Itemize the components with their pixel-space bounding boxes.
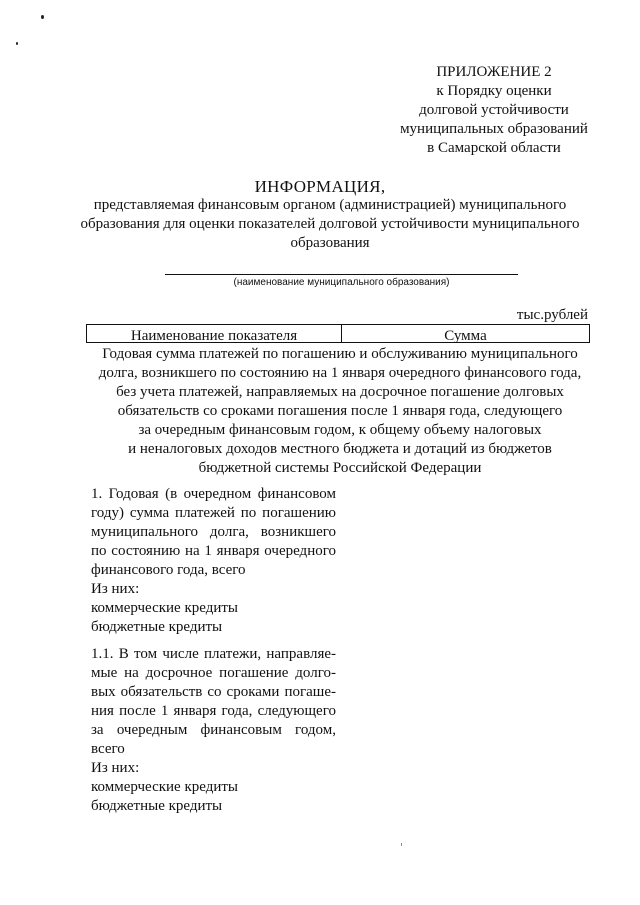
indicator-item-1-1 (91, 645, 336, 816)
indicator-item-1 (91, 485, 336, 637)
municipality-name-caption: (наименование муниципального образования) (233, 277, 450, 288)
item-line: бюджетные кредиты (91, 619, 223, 635)
caption-line: бюджетной системы Российской Федерации (198, 460, 482, 476)
appendix-line: муниципальных образований (400, 121, 588, 137)
document-title: ИНФОРМАЦИЯ, (254, 177, 386, 196)
item-line: муниципального долга, возникшего (91, 524, 336, 540)
scan-mark (16, 42, 18, 45)
section-caption (60, 345, 620, 478)
header-indicator-name: Наименование показателя (87, 325, 342, 342)
item-line: всего (91, 741, 125, 757)
subtitle-line: представляемая финансовым органом (администрацией) муниципального (93, 197, 567, 213)
item-line: вых обязательств со сроками погаше- (91, 684, 336, 700)
subtitle-line: образования (290, 235, 370, 251)
item-line: бюджетные кредиты (91, 798, 223, 814)
item-line: по состоянию на 1 января очередного (91, 543, 336, 559)
appendix-line: к Порядку оценки (436, 83, 552, 99)
item-line: финансового года, всего (91, 562, 246, 578)
caption-line: и неналоговых доходов местного бюджета и дотаций из бюджетов (128, 441, 552, 457)
scan-speck (401, 843, 402, 846)
item-line: 1.1. В том числе платежи, направляе- (91, 646, 336, 662)
scan-mark (41, 15, 44, 19)
caption-line: обязательств со сроками погашения после 1 января года, следующего (117, 403, 563, 419)
item-line: коммерческие кредиты (91, 600, 239, 616)
header-amount: Сумма (444, 328, 487, 342)
subtitle-line: образования для оценки показателей долговой устойчивости муниципального (80, 216, 580, 232)
item-line: 1. Годовая (в очередном финансовом (91, 486, 336, 502)
item-line: мые на досрочное погашение долго- (91, 665, 336, 681)
document-subtitle (80, 196, 580, 253)
item-line: году) сумма платежей по погашению (91, 505, 336, 521)
item-line: Из них: (91, 760, 140, 776)
appendix-line: ПРИЛОЖЕНИЕ 2 (436, 64, 552, 80)
item-line: ния после 1 января года, следующего (91, 703, 336, 719)
caption-line: за очередным финансовым годом, к общему объему налоговых (138, 422, 542, 438)
table-header (86, 324, 590, 343)
appendix-block (360, 63, 628, 158)
caption-line: без учета платежей, направляемых на досрочное погашение долговых (116, 384, 564, 400)
appendix-line: в Самарской области (427, 140, 561, 156)
units-label: тыс.рублей (516, 307, 588, 323)
municipality-name-line (165, 274, 518, 275)
item-line: Из них: (91, 581, 140, 597)
caption-line: Годовая сумма платежей по погашению и обслуживанию муниципального (102, 346, 578, 362)
caption-line: долга, возникшего по состоянию на 1 января очередного финансового года, (98, 365, 582, 381)
appendix-line: долговой устойчивости (419, 102, 569, 118)
item-line: за очередным финансовым годом, (91, 722, 336, 738)
item-line: коммерческие кредиты (91, 779, 239, 795)
